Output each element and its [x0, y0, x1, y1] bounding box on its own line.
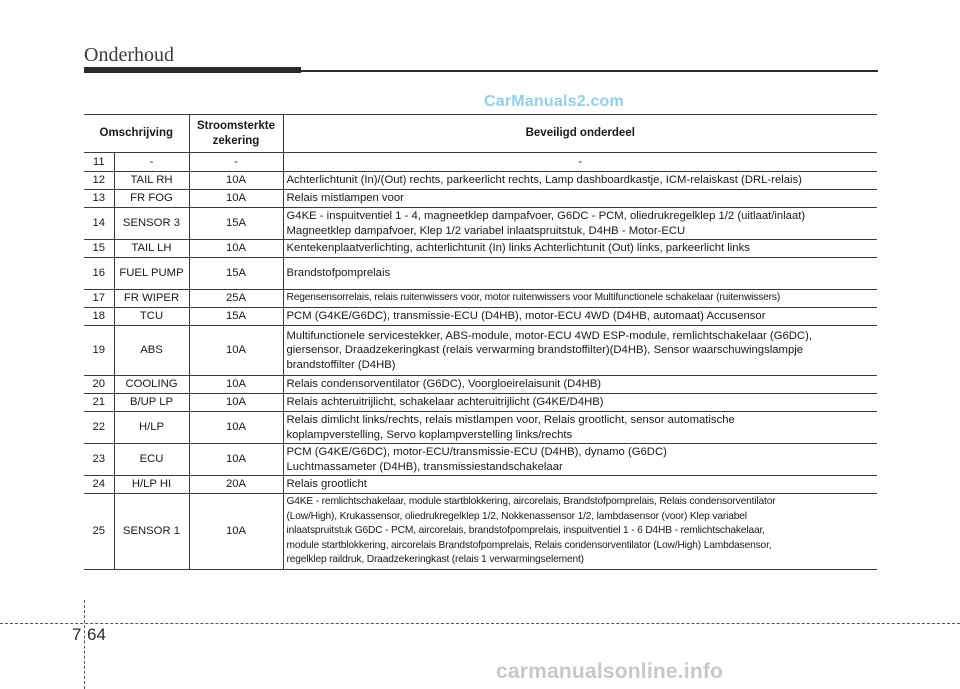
- table-row: [84, 258, 877, 290]
- watermark-bottom: carmanualsonline.info: [496, 660, 724, 683]
- header-rule-thin: [301, 70, 878, 72]
- fuse-number-cell: 19: [84, 326, 114, 376]
- fuse-description-cell: FR FOG: [114, 190, 189, 208]
- protected-component-line: G4KE - remlichtschakelaar, module startblokkering, aircorelais, Brandstofpomprelais, Relais condensorventilator: [286, 496, 776, 507]
- page-chapter-number: 7: [72, 625, 82, 644]
- fuse-description-cell: B/UP LP: [114, 394, 189, 412]
- fuse-description-cell: -: [114, 153, 189, 172]
- protected-component-cell: [283, 208, 877, 240]
- protected-component-line: Achterlichtunit (In)/(Out) rechts, parkeerlicht rechts, Lamp dashboardkastje, ICM-relaiskast (DRL-relais): [286, 174, 802, 187]
- protected-component-line: Multifunctionele servicestekker, ABS-module, motor-ECU 4WD ESP-module, remlichtschakelaar (G6DC),: [286, 329, 812, 342]
- fuse-rating-cell: 15A: [189, 258, 283, 290]
- fuse-number-cell: 14: [84, 208, 114, 240]
- fuse-rating-cell: 10A: [189, 240, 283, 258]
- fuse-rating-cell: 10A: [189, 376, 283, 394]
- protected-component-cell: [283, 376, 877, 394]
- fuse-number-cell: 24: [84, 476, 114, 494]
- protected-component-line: PCM (G4KE/G6DC), motor-ECU/transmissie-ECU (D4HB), dynamo (G6DC): [286, 446, 667, 458]
- protected-component-cell: [283, 326, 877, 376]
- fuse-description-cell: FUEL PUMP: [114, 258, 189, 290]
- protected-component-cell: [283, 190, 877, 208]
- fuse-table-body: [84, 153, 877, 570]
- table-row: [84, 394, 877, 412]
- fuse-rating-cell: -: [189, 153, 283, 172]
- fuse-number-cell: 21: [84, 394, 114, 412]
- fuse-number-cell: 17: [84, 290, 114, 308]
- table-row: [84, 308, 877, 326]
- protected-component-line: module startblokkering, aircorelais Brandstofpomprelais, Relais condensorventilator (Low/High) Lambdasensor,: [286, 539, 772, 551]
- protected-component-line: G4KE - inspuitventiel 1 - 4, magneetklep dampafvoer, G6DC - PCM, oliedrukregelklep 1/2 (uitlaat/inlaat): [286, 210, 806, 222]
- fuse-number-cell: 16: [84, 258, 114, 290]
- table-row: [84, 172, 877, 190]
- table-row: [84, 444, 877, 476]
- table-row: [84, 412, 877, 444]
- protected-component-line: PCM (G4KE/G6DC), transmissie-ECU (D4HB), motor-ECU 4WD (D4HB, automaat) Accusensor: [286, 310, 766, 323]
- protected-component-line: koplampverstelling, Servo koplampverstelling links/rechts: [286, 428, 573, 441]
- protected-component-line: Kentekenplaatverlichting, achterlichtunit (In) links Achterlichtunit (Out) links, parkeerlicht links: [286, 242, 750, 255]
- protected-component-cell: [283, 494, 877, 570]
- table-row: [84, 476, 877, 494]
- page-number: 64: [87, 625, 106, 644]
- header-stroomsterkte-line1: Stroomsterkte: [197, 120, 275, 132]
- fuse-rating-cell: 10A: [189, 190, 283, 208]
- protected-component-cell: [283, 394, 877, 412]
- protected-component-cell: [283, 412, 877, 444]
- fuse-description-cell: ECU: [114, 444, 189, 476]
- protected-component-line: regelklep raildruk, Draadzekeringkast (relais 1 verwarmingselement): [286, 554, 584, 565]
- protected-component-cell: [283, 153, 877, 172]
- table-row: [84, 290, 877, 308]
- fuse-description-cell: COOLING: [114, 376, 189, 394]
- fuse-description-cell: TAIL RH: [114, 172, 189, 190]
- fuse-description-cell: H/LP HI: [114, 476, 189, 494]
- fuse-number-cell: 18: [84, 308, 114, 326]
- protected-component-line: Relais achteruitrijlicht, schakelaar achteruitrijlicht (G4KE/D4HB): [286, 396, 604, 409]
- fuse-rating-cell: 10A: [189, 444, 283, 476]
- table-row: [84, 208, 877, 240]
- page-header-title: Onderhoud: [84, 44, 174, 66]
- table-row: [84, 240, 877, 258]
- protected-component-line: giersensor, Draadzekeringkast (relais verwarming brandstoffilter)(D4HB), Sensor waarschuwingslampje: [286, 344, 804, 357]
- protected-component-cell: [283, 290, 877, 308]
- fuse-rating-cell: 25A: [189, 290, 283, 308]
- protected-component-line: Magneetklep dampafvoer, Klep 1/2 variabel inlaatspruitstuk, D4HB - Motor-ECU: [286, 224, 686, 237]
- fuse-number-cell: 20: [84, 376, 114, 394]
- fuse-description-cell: ABS: [114, 326, 189, 376]
- table-row: [84, 190, 877, 208]
- table-row: [84, 153, 877, 172]
- protected-component-line: Relais condensorventilator (G6DC), Voorgloeirelaisunit (D4HB): [286, 378, 602, 391]
- fuse-number-cell: 15: [84, 240, 114, 258]
- footer-rule-horizontal: [0, 623, 960, 624]
- fuse-rating-cell: 15A: [189, 208, 283, 240]
- protected-component-cell: [283, 476, 877, 494]
- protected-component-cell: [283, 172, 877, 190]
- fuse-number-cell: 23: [84, 444, 114, 476]
- fuse-table: [84, 114, 877, 570]
- fuse-number-cell: 22: [84, 412, 114, 444]
- header-rule-thick: [84, 67, 301, 73]
- protected-component-line: -: [578, 155, 583, 168]
- header-stroomsterkte: [189, 115, 283, 153]
- protected-component-line: Relais grootlicht: [286, 478, 367, 491]
- protected-component-cell: [283, 258, 877, 290]
- protected-component-line: Relais dimlicht links/rechts, relais mistlampen voor, Relais grootlicht, sensor automatische: [286, 414, 735, 426]
- fuse-description-cell: SENSOR 1: [114, 494, 189, 570]
- fuse-rating-cell: 10A: [189, 172, 283, 190]
- protected-component-line: (Low/High), Krukassensor, oliedrukregelklep 1/2, Nokkenassensor 1/2, lambdasensor (voor) Klep variabel: [286, 510, 747, 522]
- header-beveiligd-onderdeel: Beveiligd onderdeel: [283, 115, 877, 153]
- table-header-row: [84, 115, 877, 153]
- header-stroomsterkte-line2: zekering: [212, 134, 260, 147]
- fuse-rating-cell: 10A: [189, 412, 283, 444]
- table-row: [84, 494, 877, 570]
- fuse-rating-cell: 20A: [189, 476, 283, 494]
- table-row: [84, 326, 877, 376]
- fuse-description-cell: SENSOR 3: [114, 208, 189, 240]
- watermark-top: CarManuals2.com: [484, 93, 624, 110]
- fuse-number-cell: 12: [84, 172, 114, 190]
- fuse-rating-cell: 10A: [189, 326, 283, 376]
- table-row: [84, 376, 877, 394]
- fuse-description-cell: TCU: [114, 308, 189, 326]
- protected-component-cell: [283, 240, 877, 258]
- fuse-description-cell: TAIL LH: [114, 240, 189, 258]
- protected-component-line: Regensensorrelais, relais ruitenwissers voor, motor ruitenwissers voor Multifunctionele schakelaar (ruitenwissers): [286, 292, 781, 304]
- protected-component-line: inlaatspruitstuk G6DC - PCM, aircorelais, brandstofpomprelais, inspuitventiel 1 - 6 D4HB - remlichtschakelaar,: [286, 525, 765, 536]
- fuse-number-cell: 25: [84, 494, 114, 570]
- fuse-number-cell: 11: [84, 153, 114, 172]
- protected-component-line: Brandstofpomprelais: [286, 267, 391, 280]
- fuse-rating-cell: 10A: [189, 494, 283, 570]
- footer-rule-vertical: [84, 600, 85, 689]
- protected-component-line: brandstoffilter (D4HB): [286, 358, 396, 371]
- fuse-number-cell: 13: [84, 190, 114, 208]
- fuse-rating-cell: 15A: [189, 308, 283, 326]
- fuse-description-cell: H/LP: [114, 412, 189, 444]
- protected-component-line: Relais mistlampen voor: [286, 192, 404, 205]
- protected-component-cell: [283, 308, 877, 326]
- header-omschrijving: Omschrijving: [84, 115, 189, 153]
- protected-component-line: Luchtmassameter (D4HB), transmissiestandschakelaar: [286, 460, 563, 473]
- fuse-rating-cell: 10A: [189, 394, 283, 412]
- fuse-description-cell: FR WIPER: [114, 290, 189, 308]
- protected-component-cell: [283, 444, 877, 476]
